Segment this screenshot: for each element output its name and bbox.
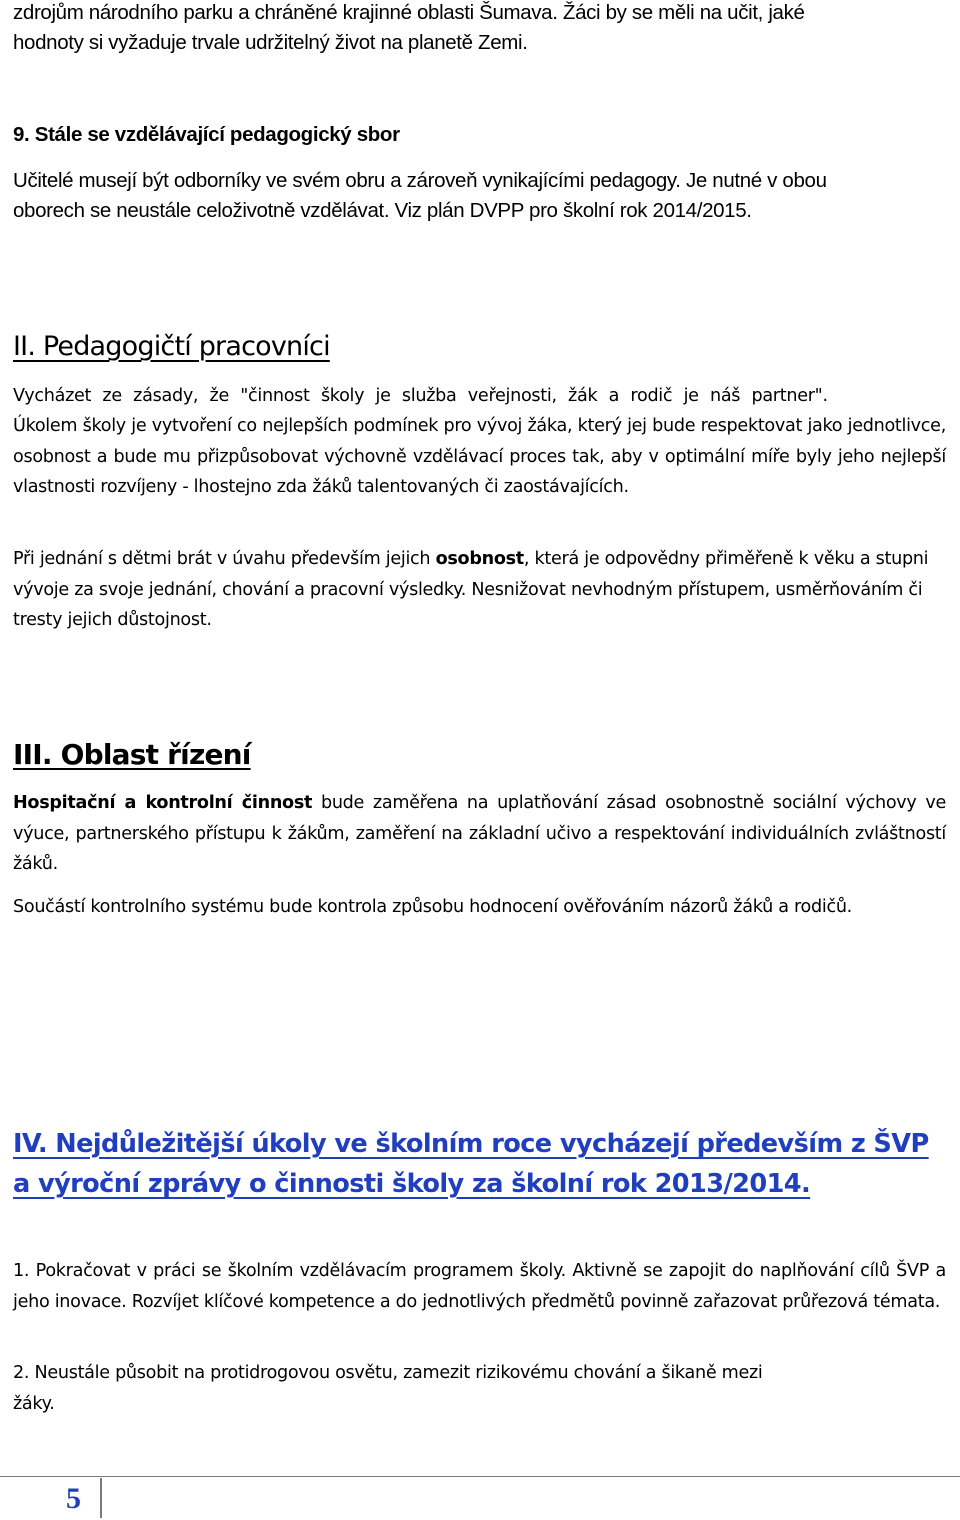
intro-line-2: hodnoty si vyžaduje trvale udržitelný život na planetě Zemi.: [13, 31, 528, 54]
section-iv-item-2-line-1: 2. Neustále působit na protidrogovou osvětu, zamezit rizikovému chování a šikaně mezi: [13, 1363, 763, 1383]
section-9-line-1: Učitelé musejí být odborníky ve svém obru a zároveň vynikajícími pedagogy. Je nutné v obou: [13, 169, 827, 192]
page-number-bar: [100, 1478, 102, 1518]
intro-paragraph: [13, 0, 946, 58]
intro-line-1: zdrojům národního parku a chráněné krajinné oblasti Šumava. Žáci by se měli na učit, jaké: [13, 1, 805, 24]
section-ii-paragraph-2: [13, 544, 946, 636]
section-ii-p2-text-a: Při jednání s dětmi brát v úvahu především jejich: [13, 549, 436, 569]
section-iv-heading-line-2: a výroční zprávy o činnosti školy za školní rok 2013/2014.: [13, 1169, 811, 1199]
section-iv-heading: [13, 1124, 946, 1204]
section-iv-item-2-line-2: žáky.: [13, 1393, 55, 1414]
section-iii-heading: III. Oblast řízení: [13, 738, 251, 771]
section-iii-paragraph-2: Součástí kontrolního systému bude kontrola způsobu hodnocení ověřováním názorů žáků a rodičů.: [13, 897, 852, 917]
section-iii-paragraph-1: [13, 788, 946, 880]
section-9-paragraph: [13, 166, 946, 226]
page-number: 5: [66, 1482, 81, 1515]
section-ii-paragraph-1: Úkolem školy je vytvoření co nejlepších podmínek pro vývoj žáka, který jej bude respektovat jako jednotlivce, osobnost a bude mu přizpůsobovat výchovně vzdělávací proces tak, aby v optimální míře byly jeho nejlepší vlastnosti rozvíjeny - lhostejno zda žáků talentovaných či zaostávajících.: [13, 416, 946, 497]
section-iii-p1-bold: Hospitační a kontrolní činnost: [13, 793, 313, 813]
section-iii-p1-text: bude zaměřena na uplatňování zásad osobnostně sociální výchovy ve výuce, partnerského přístupu k žákům, zaměření na základní učivo a respektování individuálních zvláštností žáků.: [13, 793, 946, 874]
footer-divider: [0, 1476, 960, 1477]
section-9-heading: 9. Stále se vzdělávající pedagogický sbor: [13, 123, 400, 146]
section-ii-heading-text: II. Pedagogičtí pracovníci: [13, 331, 330, 362]
section-iv-item-2: [13, 1358, 946, 1419]
section-ii-heading: [13, 327, 946, 367]
section-ii-p2-text-b: , která je odpovědny přiměřeně k věku a stupni vývoje za svoje jednání, chování a pracovní výsledky. Nesnižovat nevhodným přístupem, usměrňováním či tresty jejich důstojnost.: [13, 549, 929, 630]
section-ii-lead-line: Vycházet ze zásady, že "činnost školy je služba veřejnosti, žák a rodič je náš partner".: [13, 386, 828, 406]
section-9-line-2: oborech se neustále celoživotně vzdělávat. Viz plán DVPP pro školní rok 2014/2015.: [13, 199, 752, 222]
section-iv-heading-line-1: IV. Nejdůležitější úkoly ve školním roce vycházejí především z ŠVP: [13, 1129, 929, 1159]
section-iv-item-1: 1. Pokračovat v práci se školním vzdělávacím programem školy. Aktivně se zapojit do naplňování cílů ŠVP a jeho inovace. Rozvíjet klíčové kompetence a do jednotlivých předmětů povinně zařazovat průřezová témata.: [13, 1261, 946, 1312]
section-ii-p2-bold: osobnost: [435, 549, 524, 569]
